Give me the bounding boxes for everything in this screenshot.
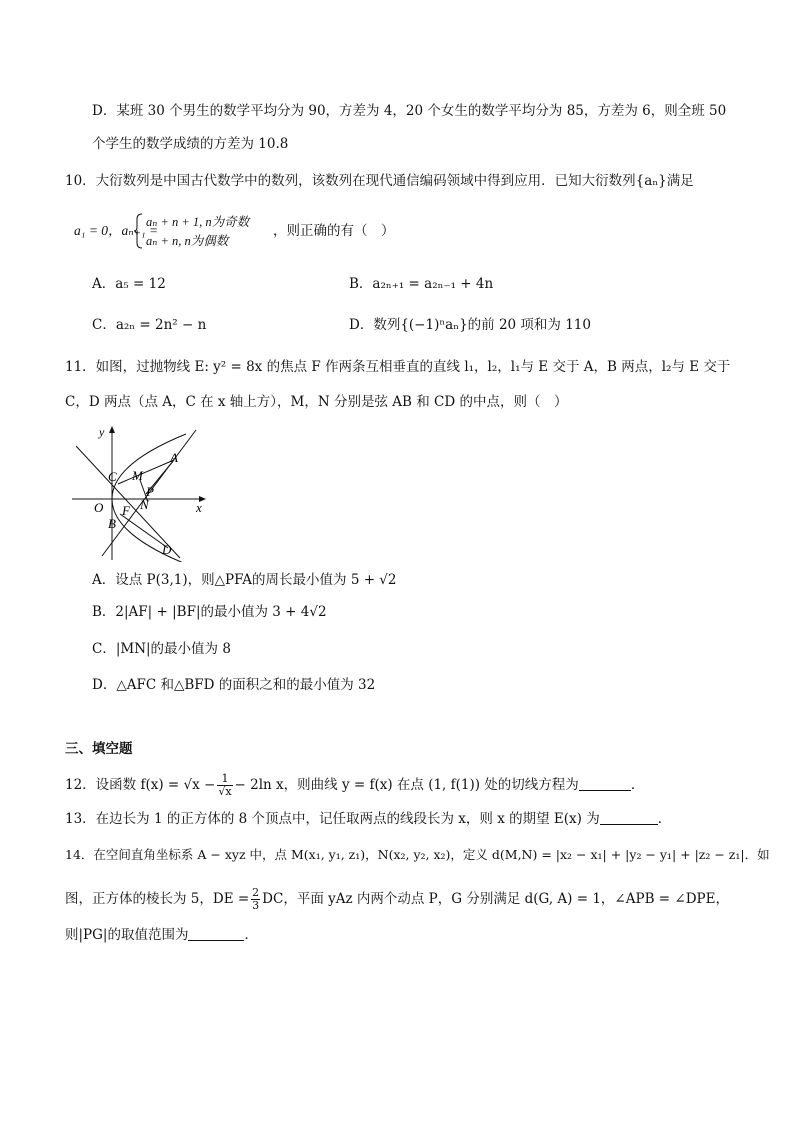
q13-answer-blank[interactable] (600, 810, 658, 825)
label-m: M (132, 468, 143, 483)
q10-option-d: D．数列{(−1)ⁿaₙ}的前 20 项和为 110 (349, 317, 591, 333)
q12-line (65, 773, 644, 798)
q11-option-a: A．设点 P(3,1)，则△PFA的周长最小值为 5 + √2 (92, 572, 397, 588)
label-p: P (146, 484, 154, 499)
q14-frac-den: 3 (252, 899, 260, 912)
q14-line1: 14．在空间直角坐标系 A − xyz 中，点 M(x₁, y₁, z₁)，N(x₂, y₂, x₂)，定义 d(M,N) = |x₂ − x₁| + |y₂ − y₁| + |z₂ − z₁|．如 (65, 847, 770, 862)
q14-end: ． (244, 927, 258, 943)
label-y: y (99, 425, 105, 439)
q14-fraction (251, 887, 260, 912)
q14-line2 (65, 887, 729, 912)
q10-option-a: A．a₅ = 12 (92, 276, 166, 292)
q14-line2-pre: 图，正方体的棱长为 5，DE = (65, 891, 250, 907)
q10-case-even: aₙ + n, n为偶数 (146, 234, 229, 248)
q14-line3 (65, 925, 258, 945)
segment-ca (118, 460, 174, 484)
q13-end: ． (657, 811, 672, 827)
q12-fraction (217, 773, 232, 798)
q10-option-c: C．a₂ₙ = 2n² − n (92, 317, 207, 333)
q12-post: − 2ln x，则曲线 y = f(x) 在点 (1, f(1)) 处的切线方程为 (234, 777, 579, 793)
q11-option-b: B．2|AF| + |BF|的最小值为 3 + 4√2 (92, 604, 327, 620)
q11-stem-line2: C，D 两点（点 A，C 在 x 轴上方），M，N 分别是弦 AB 和 CD 的中点，则（ ） (65, 394, 568, 410)
q13-line (65, 809, 671, 829)
q11-option-d: D．△AFC 和△BFD 的面积之和的最小值为 32 (92, 677, 376, 693)
q11-parabola-figure (68, 424, 218, 562)
q14-line2-post: DC，平面 yAz 内两个动点 P，G 分别满足 d(G, A) = 1，∠APB = ∠DPE， (262, 891, 729, 907)
q13-text: 13．在边长为 1 的正方体的 8 个顶点中，记任取两点的线段长为 x，则 x 的期望 E(x) 为 (65, 811, 600, 827)
label-b: B (108, 516, 116, 531)
q12-pre: 12．设函数 f(x) = √x − (65, 777, 216, 793)
q12-answer-blank[interactable] (579, 776, 631, 791)
label-a: A (170, 450, 178, 465)
q12-end: ． (630, 777, 645, 793)
q11-option-c: C．|MN|的最小值为 8 (92, 641, 231, 657)
q9-option-d-line1: D．某班 30 个男生的数学平均分为 90，方差为 4，20 个女生的数学平均分为 85，方差为 6，则全班 50 (92, 103, 727, 119)
label-o: O (94, 500, 104, 515)
label-d: D (162, 542, 172, 557)
label-c: C (108, 469, 117, 484)
q10-stem-line1: 10．大衍数列是中国古代数学中的数列，该数列在现代通信编码领域中得到应用．已知大衍数列{aₙ}满足 (65, 173, 694, 189)
label-f: F (122, 503, 130, 518)
q10-option-b: B．a₂ₙ₊₁ = a₂ₙ₋₁ + 4n (349, 276, 494, 292)
q9-option-d-line2: 个学生的数学成绩的方差为 10.8 (92, 136, 289, 152)
q11-stem-line1: 11．如图，过抛物线 E: y² = 8x 的焦点 F 作两条互相垂直的直线 l₁，l₂，l₁与 E 交于 A，B 两点，l₂与 E 交于 (65, 359, 731, 375)
q10-case-odd: aₙ + n + 1, n为奇数 (146, 215, 250, 229)
q14-answer-blank[interactable] (188, 926, 244, 941)
y-axis-arrow (109, 426, 115, 433)
q14-frac-num: 2 (252, 886, 260, 899)
q14-line3-text: 则|PG|的取值范围为 (65, 927, 189, 943)
label-x: x (196, 500, 202, 515)
q12-frac-num: 1 (217, 773, 232, 786)
section-fill-in-title: 三、填空题 (65, 741, 133, 757)
q12-frac-den: √x (218, 785, 232, 798)
label-n: N (140, 497, 149, 512)
q10-initial-condition: a₁ = 0，aₙ₊₁ = (74, 223, 159, 238)
q10-piecewise-brace (133, 213, 143, 249)
q10-stem-tail: ，则正确的有（ ） (273, 223, 395, 239)
